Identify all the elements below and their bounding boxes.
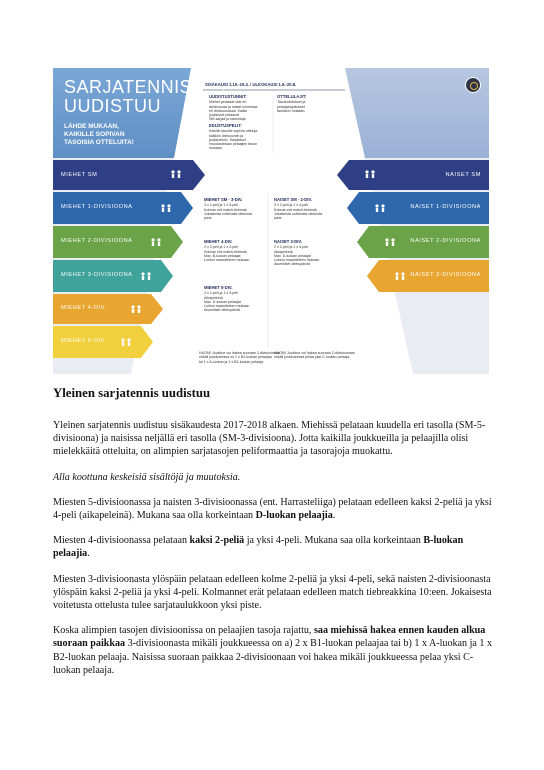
footer-note-right: HUOM! Joukkue voi hakea suoraan 2-divisioonaan mikäli joukkueessa pelaa yksi C-luokan pelaaja. [274, 351, 355, 360]
intro-block-2: EDUSTUSPELIT: Kaikille tasoille sopivia otteluja kaikkiin divisiooniin ja joukkueisiin. Sarjatasot muodostetaan pelaajien tason mukaan. [209, 123, 258, 151]
article-heading: Yleinen sarjatennis uudistuu [53, 386, 211, 400]
season-header: SISÄKAUSI 1.10.-15.4. / ULKOKAUSI 1.6.-20.8. [205, 82, 297, 87]
intro-block-1: UUDISTUSTUNNIT: Miehet pelaavat viisi eri divisioonaa ja naiset kolmessa eri divisioonassa. Kaikki joukkueet pelaavat SM-sarjaa ja karsintoja. [209, 94, 258, 122]
paragraph-intro: Yleinen sarjatennis uudistuu sisäkaudesta 2017-2018 alkaen. Miehissä pelataan kuudella eri tasolla (SM-5-divisioona) ja naisissa neljällä eri tasolla (SM-3-divisioona). Jotta kaikilla joukkueilla ja pelaajilla olisi mielekkäitä otteluita, on alimpien sarjatasojen peliformaattia ja tasorajoja muokattu. [53, 420, 486, 458]
paragraph-summary-intro: Alla koottuna keskeisiä sisältöjä ja muutoksia. [53, 471, 241, 483]
band-label-naiset-3div: NAISET 3-DIVISIOONA [410, 272, 481, 278]
center-miehet-5div: MIEHET 5-DIV. 2 x 2-peli ja 1 x 4-peli Aikapeleinä Max. D-luokan pelaajat Lohkot maantieteen mukaan Alueelliset ottelupäivät [204, 285, 250, 313]
paragraph-direct-entry: Koska alimpien tasojen divisioonissa on pelaajien tasoja rajattu, saa miehissä hakea ennen kauden alkua suoraan paikkaa 3-divisioonasta mikäli joukkueessa on a) 2 x B1-luokan pelaajaa tai b) 1 x A-luokan ja 1 x B2-luokan pelaaja. Naisissa suoraan paikkaa 2-divisioonaan voi hakea mikäli joukkueessa pelaa yksi C-luokan pelaaja. [53, 625, 493, 676]
paragraph-5-div: Miesten 5-divisioonassa ja naisten 3-divisioonassa (ent. Harrasteliiga) pelataan edelleen kaksi 2-peliä ja yksi 4-peli (aikapeleinä). Mukana saa olla korkeintaan D-luokan pelaajia. [53, 496, 492, 522]
band-label-naiset-1div: NAISET 1-DIVISIOONA [410, 204, 481, 210]
band-label-miehet-2div: MIEHET 2-DIVISIOONA [61, 238, 133, 244]
band-label-miehet-1div: MIEHET 1-DIVISIOONA [61, 204, 133, 210]
center-naiset-3div: NAISET 3-DIV. 2 x 2-peli ja 1 x 4-peli Aikapeleinä Max. D-luokan pelaajat Lohkot maantieteen mukaan Alueelliset ottelupäivät [274, 239, 320, 267]
paragraph-3-div: Miesten 3-divisioonasta ylöspäin pelataan edelleen kolme 2-peliä ja yksi 4-peli, sekä naisten 2-divisioonasta ylöspäin kaksi 2-peliä ja yksi 4-peli. Kolmannet erät pelataan edelleen match tiebreakkina 10:een. Jokaisesta voitetusta ottelusta tulee sarjataulukkoon yksi piste. [53, 573, 492, 612]
center-naiset-sm-2div: NAISET SM - 2-DIV. 3 x 2-peli ja 1 x 4-peli Kolmas erä match-tiebreak Jokaisesta voitetusta ottelusta piste [274, 197, 322, 221]
center-miehet-4div: MIEHET 4-DIV. 2 x 2-peli ja 1 x 4-peli Kolmas erä match-tiebreak Max. B-luokan pelaajat Lohkot maantieteen mukaan [204, 239, 250, 263]
infographic-title: SARJATENNIS (yleinen) UUDISTUU LÄHDE MUKAAN, KAIKILLE SOPIVAN TASOISIA OTTELUITA! [64, 77, 225, 147]
band-label-naiset-2div: NAISET 2-DIVISIOONA [410, 238, 481, 244]
center-miehet-sm-3div: MIEHET SM - 3-DIV. 3 x 2-peli ja 1 x 4-peli Kolmas erä match-tiebreak Jokaisesta voitetusta ottelusta piste [204, 197, 252, 221]
intro-block-3: OTTELULAJIT: Tasoluokitukset ja pelaajarajoitukset taulukon mukaan. [277, 94, 307, 113]
band-label-miehet-3div: MIEHET 3-DIVISIOONA [61, 272, 133, 278]
band-label-naiset-sm: NAISET SM [445, 172, 481, 178]
band-label-miehet-5div: MIEHET 5-DIV. [61, 338, 107, 344]
article [53, 386, 493, 689]
infographic-subtitle: LÄHDE MUKAAN, KAIKILLE SOPIVAN TASOISIA OTTELUITA! [64, 123, 134, 147]
tennis-federation-logo [465, 77, 481, 93]
footer-note-left: HUOM! Joukkue voi hakea suoraan 3-divisioonaan mikäli joukkueessa on 2 x B1-luokan pelaajaa tai 1 x A-luokan ja 1 x B2-luokan pelaaja. [199, 351, 280, 364]
infographic [53, 68, 489, 374]
band-label-miehet-4div: MIEHET 4-DIV. [61, 305, 107, 311]
band-label-miehet-sm: MIEHET SM [61, 172, 98, 178]
paragraph-4-div: Miesten 4-divisioonassa pelataan kaksi 2-peliä ja yksi 4-peli. Mukana saa olla korkeintaan B-luokan pelaajia. [53, 535, 464, 560]
